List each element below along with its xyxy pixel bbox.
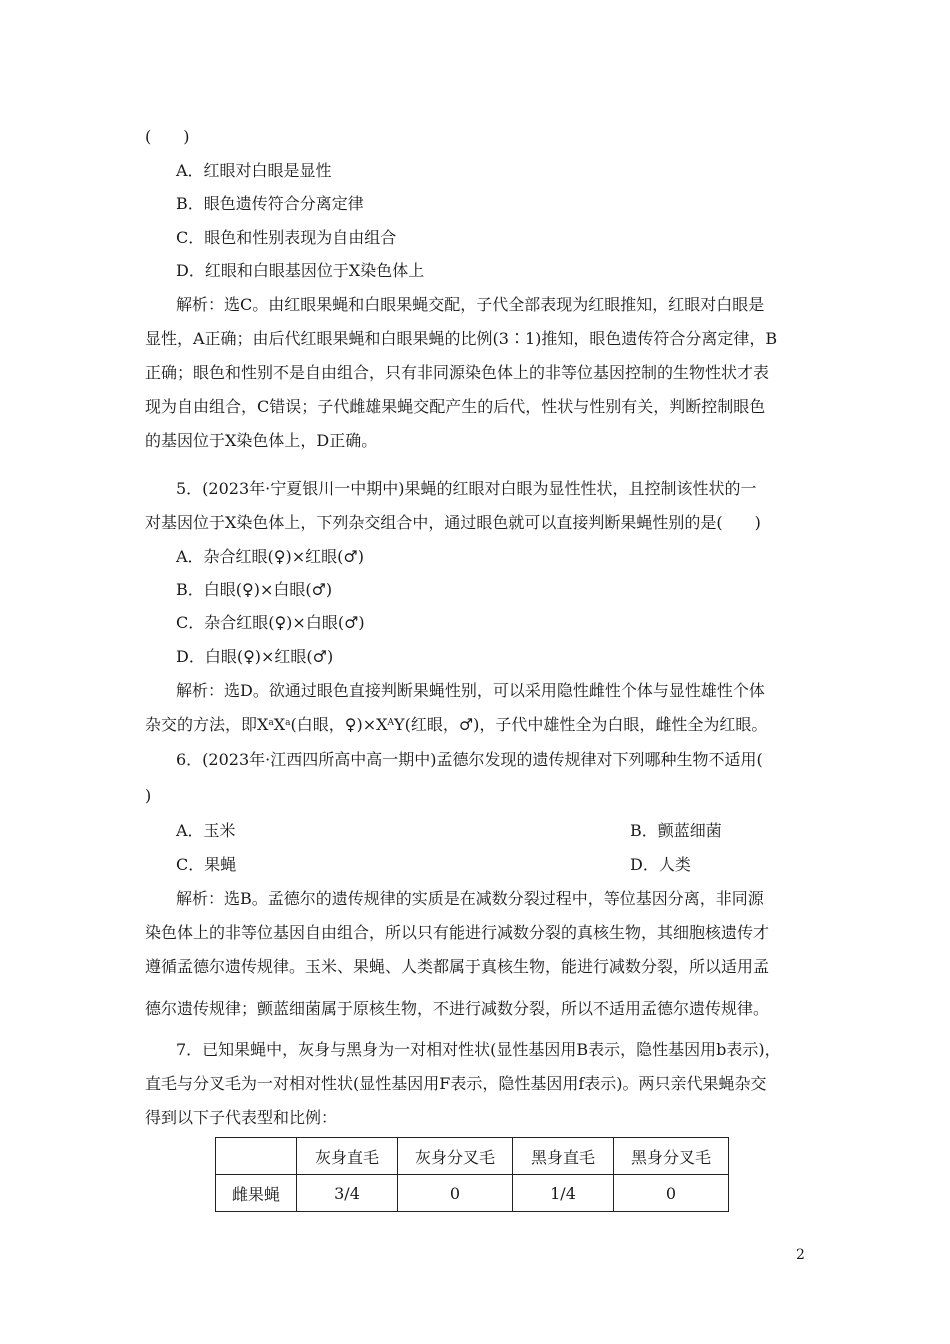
q4-analysis-line: 的基因位于X染色体上，D正确。 [145, 431, 378, 450]
table-cell: 1/4 [513, 1175, 614, 1212]
table-header-cell: 灰身直毛 [297, 1138, 398, 1175]
table-header-cell: 黑身分叉毛 [614, 1138, 729, 1175]
q4-option-b: B．眼色遗传符合分离定律 [176, 194, 364, 213]
q6-stem-line: ) [145, 786, 152, 805]
q5-analysis-genotype-line: 杂交的方法，即$X^aX^a$(白眼，$♀)\times X^AY$(红眼，♂)，子代中雄性全为白眼，雌性全为红眼。 [145, 715, 768, 734]
q6-option-a: A．玉米 [176, 821, 236, 840]
q5-option-a: A．杂合红眼(♀)×红眼(♂) [176, 547, 364, 566]
table-header-cell: 黑身直毛 [513, 1138, 614, 1175]
table-header-cell [216, 1138, 297, 1175]
q5-stem-line: 5．(2023年·宁夏银川一中期中)果蝇的红眼对白眼为显性性状，且控制该性状的一 [176, 479, 757, 498]
table-header-cell: 灰身分叉毛 [398, 1138, 513, 1175]
q5-option-c: C．杂合红眼(♀)×白眼(♂) [176, 613, 365, 632]
q4-analysis-line: 显性，A正确；由后代红眼果蝇和白眼果蝇的比例(3∶1)推知，眼色遗传符合分离定律，B [145, 329, 778, 348]
q6-analysis-line: 解析：选B。孟德尔的遗传规律的实质是在减数分裂过程中，等位基因分离，非同源 [176, 889, 764, 908]
offspring-phenotype-table [215, 1137, 729, 1212]
q4-option-d: D．红眼和白眼基因位于X染色体上 [176, 261, 425, 280]
q4-analysis-line: 正确；眼色和性别不是自由组合，只有非同源染色体上的非等位基因控制的生物性状才表 [145, 363, 770, 382]
table-row [216, 1175, 729, 1212]
q4-analysis-line: 解析：选C。由红眼果蝇和白眼果蝇交配，子代全部表现为红眼推知，红眼对白眼是 [176, 295, 765, 314]
q4-option-a: A．红眼对白眼是显性 [176, 161, 332, 180]
q6-option-b: B．颤蓝细菌 [630, 821, 722, 840]
q5-stem-line: 对基因位于X染色体上，下列杂交组合中，通过眼色就可以直接判断果蝇性别的是( ) [145, 513, 761, 532]
q6-analysis-line: 德尔遗传规律；颤蓝细菌属于原核生物，不进行减数分裂，所以不适用孟德尔遗传规律。 [145, 999, 770, 1018]
q5-analysis-line: 解析：选D。欲通过眼色直接判断果蝇性别，可以采用隐性雌性个体与显性雄性个体 [176, 681, 765, 700]
q4-option-c: C．眼色和性别表现为自由组合 [176, 228, 397, 247]
q6-option-d: D．人类 [630, 855, 691, 874]
q7-stem-line: 7．已知果蝇中，灰身与黑身为一对相对性状(显性基因用B表示，隐性基因用b表示)， [176, 1040, 781, 1059]
table-cell: 雌果蝇 [216, 1175, 297, 1212]
q7-stem-line: 直毛与分叉毛为一对相对性状(显性基因用F表示，隐性基因用f表示)。两只亲代果蝇杂交 [145, 1074, 767, 1093]
table-header-row [216, 1138, 729, 1175]
q6-option-c: C．果蝇 [176, 855, 237, 874]
q6-analysis-line: 染色体上的非等位基因自由组合，所以只有能进行减数分裂的真核生物，其细胞核遗传才 [145, 923, 770, 942]
q4-answer-paren: ( ) [145, 127, 190, 146]
q5-option-d: D．白眼(♀)×红眼(♂) [176, 647, 334, 666]
table-cell: 0 [398, 1175, 513, 1212]
page-number: 2 [796, 1247, 805, 1263]
table-cell: 0 [614, 1175, 729, 1212]
q6-stem-line: 6．(2023年·江西四所高中高一期中)孟德尔发现的遗传规律对下列哪种生物不适用( [176, 750, 763, 769]
q6-analysis-line: 遵循孟德尔遗传规律。玉米、果蝇、人类都属于真核生物，能进行减数分裂，所以适用孟 [145, 957, 770, 976]
table-cell: 3/4 [297, 1175, 398, 1212]
q5-option-b: B．白眼(♀)×白眼(♂) [176, 580, 333, 599]
q4-analysis-line: 现为自由组合，C错误；子代雌雄果蝇交配产生的后代，性状与性别有关，判断控制眼色 [145, 397, 766, 416]
q7-stem-line: 得到以下子代表型和比例： [145, 1108, 338, 1127]
